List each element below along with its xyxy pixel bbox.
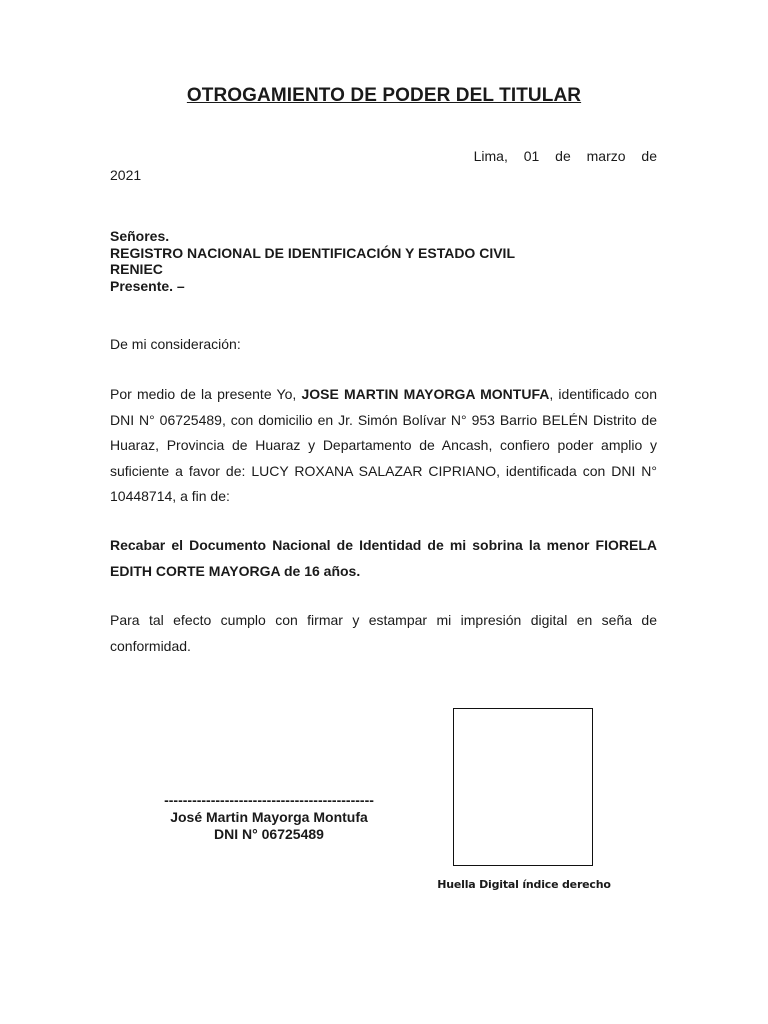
greeting: De mi consideración: — [110, 336, 241, 352]
signature-block — [140, 792, 398, 843]
date-block — [110, 147, 657, 185]
fingerprint-box — [453, 708, 593, 866]
date-line-1: Lima, 01 de marzo de — [473, 148, 657, 164]
recipient-organization: REGISTRO NACIONAL DE IDENTIFICACIÓN Y ESTADO CIVIL — [110, 244, 515, 261]
recipient-salutation: Señores. — [110, 228, 170, 244]
fingerprint-caption: Huella Digital índice derecho — [437, 878, 611, 891]
grantor-name: JOSE MARTIN MAYORGA MONTUFA — [301, 386, 550, 402]
recipient-acronym: RENIEC — [110, 261, 163, 277]
recipient-presente: Presente. – — [110, 277, 185, 294]
body-paragraph-1 — [110, 382, 657, 510]
signer-name: José Martin Mayorga Montufa — [170, 809, 368, 825]
para1-prefix: Por medio de la presente Yo, — [110, 386, 302, 402]
date-line-2: 2021 — [110, 167, 142, 183]
signature-line: --------------------------------------------- — [164, 792, 374, 808]
signer-dni: DNI N° 06725489 — [214, 826, 324, 842]
body-paragraph-3: Para tal efecto cumplo con firmar y estampar mi impresión digital en seña de conformidad. — [110, 612, 657, 654]
document-title: OTROGAMIENTO DE PODER DEL TITULAR — [186, 85, 582, 106]
recipient-block — [110, 228, 515, 294]
body-paragraph-2: Recabar el Documento Nacional de Identidad de mi sobrina la menor FIORELA EDITH CORTE MAYORGA de 16 años. — [110, 537, 657, 579]
para1-rest: , identificado con DNI N° 06725489, con domicilio en Jr. Simón Bolívar N° 953 Barrio BELÉN Distrito de Huaraz, Provincia de Huaraz y Departamento de Ancash, confiero poder amplio y suficiente a favor de: LUCY ROXANA SALAZAR CIPRIANO, identificada con DNI N° 10448714, a fin de: — [110, 386, 658, 504]
